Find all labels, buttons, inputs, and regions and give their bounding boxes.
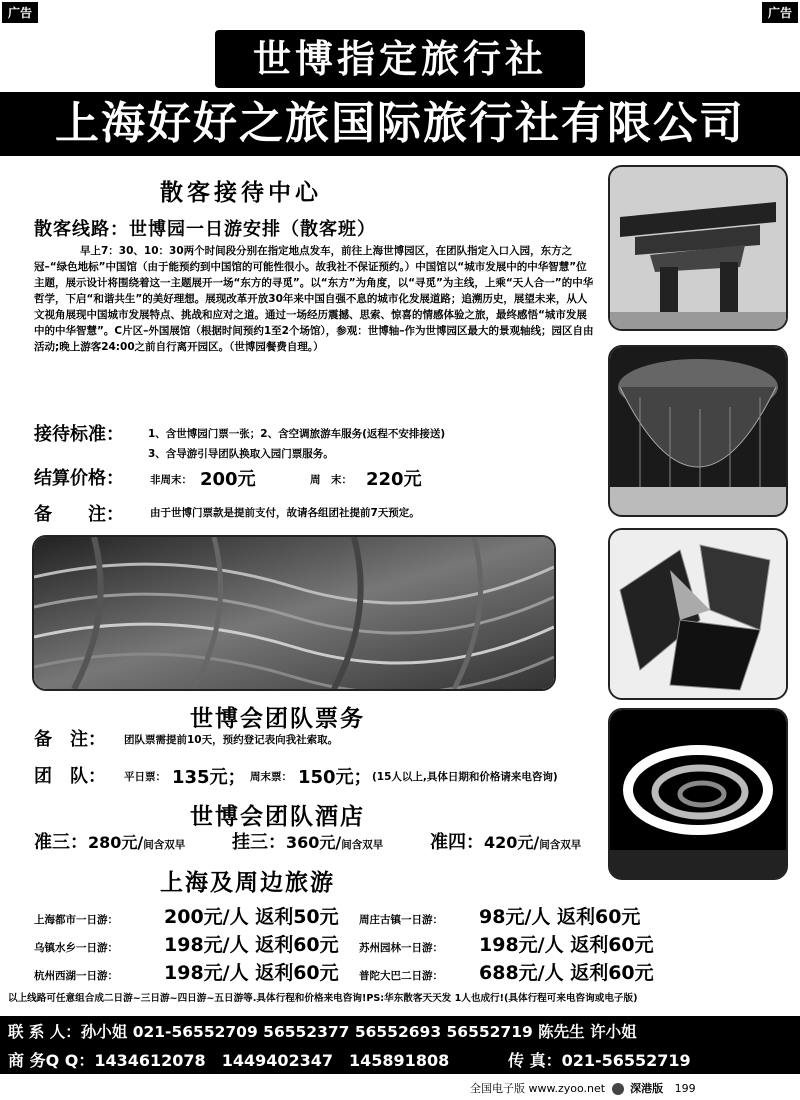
tour-right-price: 688元/人 返利60元: [479, 962, 654, 984]
pavilion-net-structure-photo: [608, 345, 788, 517]
standard-line2: 3、含导游引导团队换取入园门票服务。: [148, 448, 334, 460]
group-remark: (15人以上,具体日期和价格请来电咨询): [372, 771, 558, 783]
hotel-item: [232, 828, 383, 854]
tour-row: [34, 958, 674, 985]
faceted-pavilion-photo: [608, 528, 788, 700]
group-weekday-label: 平日票：: [124, 771, 166, 783]
ad-label-right: 广告: [762, 2, 798, 23]
hotel-item-label: 准四：: [430, 832, 484, 853]
footer-edition: 深港版: [630, 1082, 664, 1095]
hotel-item-label: 挂三：: [232, 832, 286, 853]
footer-site: 全国电子版 www.zyoo.net: [470, 1082, 606, 1095]
tours-footnote: 以上线路可任意组合成二日游~三日游~四日游~五日游等.具体行程和价格来电咨询!PS:华东散客天天发 1人也成行!(具体行程可来电咨询或电子版): [8, 993, 638, 1004]
hotel-item-price: 280元/: [88, 833, 144, 852]
tour-row: [34, 930, 674, 957]
group-weekday-price: 135元；: [172, 767, 246, 788]
qq-label: 商 务Q Q：: [8, 1051, 95, 1070]
qq-numbers: 1434612078 1449402347 145891808: [94, 1051, 450, 1070]
tour-left-price: 200元/人 返利50元: [164, 906, 339, 928]
ad-label-left: 广告: [2, 2, 38, 23]
group-label: 团 队：: [34, 766, 106, 787]
edition-logo-icon: [612, 1083, 624, 1095]
group-tickets-heading: 世博会团队票务: [190, 706, 365, 732]
weekend-label: 周 末：: [310, 474, 352, 486]
tour-right-price: 98元/人 返利60元: [479, 906, 641, 928]
standard-line1: 1、含世博园门票一张；2、含空调旅游车服务(返程不安排接送): [148, 428, 446, 440]
note-label: 备 注：: [34, 504, 124, 525]
page-footer: [470, 1080, 696, 1096]
china-pavilion-photo: [608, 165, 788, 331]
hotel-item-unit: 间含双早: [143, 839, 186, 851]
tour-row: [34, 902, 674, 929]
route-label: 散客线路：世博园一日游安排（散客班）: [34, 219, 376, 240]
hotel-item: [430, 828, 581, 854]
title-main: 世博指定旅行社: [215, 30, 585, 88]
group-weekend-label: 周末票：: [250, 771, 292, 783]
footer-page-number: 199: [674, 1082, 696, 1095]
tour-right-name: 苏州园林一日游：: [359, 942, 443, 954]
hotel-item-unit: 间含双早: [539, 839, 582, 851]
tour-right-name: 普陀大巴二日游：: [359, 970, 443, 982]
note-text: 由于世博门票款是提前支付，故请各组团社提前7天预定。: [150, 507, 420, 519]
standard-label: 接待标准：: [34, 424, 124, 445]
hotel-item-unit: 间含双早: [341, 839, 384, 851]
hotel-item-label: 准三：: [34, 832, 88, 853]
group-note-label: 备 注：: [34, 729, 106, 750]
tour-left-name: 杭州西湖一日游：: [34, 970, 118, 982]
tour-left-name: 乌镇水乡一日游：: [34, 942, 118, 954]
group-weekend-price: 150元；: [298, 767, 372, 788]
reception-heading: 散客接待中心: [160, 180, 322, 206]
tour-left-price: 198元/人 返利60元: [164, 934, 339, 956]
tour-right-price: 198元/人 返利60元: [479, 934, 654, 956]
contact-line: 联 系 人：孙小姐 021-56552709 56552377 56552693 56552719 陈先生 许小姐: [8, 1023, 637, 1041]
hotel-item-price: 360元/: [286, 833, 342, 852]
fax-line: 传 真：021-56552719: [508, 1051, 691, 1070]
weekday-price: 200元: [200, 469, 256, 490]
tour-right-name: 周庄古镇一日游：: [359, 914, 443, 926]
expo-pavilion-interior-photo: [32, 535, 556, 691]
tour-left-name: 上海都市一日游：: [34, 914, 118, 926]
weekday-label: 非周末：: [150, 474, 192, 486]
hotel-heading: 世博会团队酒店: [190, 804, 365, 830]
price-label: 结算价格：: [34, 468, 124, 489]
title-company: 上海好好之旅国际旅行社有限公司: [0, 92, 800, 156]
hotel-item-price: 420元/: [484, 833, 540, 852]
hotel-item: [34, 828, 185, 854]
route-description: 早上7：30、10：30两个时间段分别在指定地点发车，前往上海世博园区，在团队指定入口入园，东方之冠–“绿色地标”中国馆（由于能预约到中国馆的可能性很小。故我社不保证预约。）中国馆以“城市发展中的中华智慧”位主题，展示设计将围绕着这一主题展开一场“东方的寻觅”。以“东方”为角度，以“寻觅”为主线，上乘“天人合一”的中华哲学，下启“和谐共生”的美好理想。展现改革开放30年来中国自强不息的城市化发展道路；追溯历史，展望未来，从人文视角展现中国城市发展特点、挑战和应对之道。通过一场经历震撼、思索、惊喜的情感体验之旅，最终感悟“城市发展中的中华智慧”。C片区–外国展馆（根据时间预约1至2个场馆），参观：世博轴–作为世博园区最大的景观轴线；园区自由活动;晚上游客24:00之前自行离开园区。（世博园餐费自理。）: [34, 245, 594, 353]
spiral-pavilion-photo: [608, 708, 788, 880]
tours-heading: 上海及周边旅游: [160, 870, 335, 896]
tour-left-price: 198元/人 返利60元: [164, 962, 339, 984]
weekend-price: 220元: [366, 469, 422, 490]
group-note-text: 团队票需提前10天，预约登记表向我社索取。: [124, 734, 339, 746]
contact-band: [0, 1016, 800, 1074]
qq-line: [8, 1048, 449, 1071]
